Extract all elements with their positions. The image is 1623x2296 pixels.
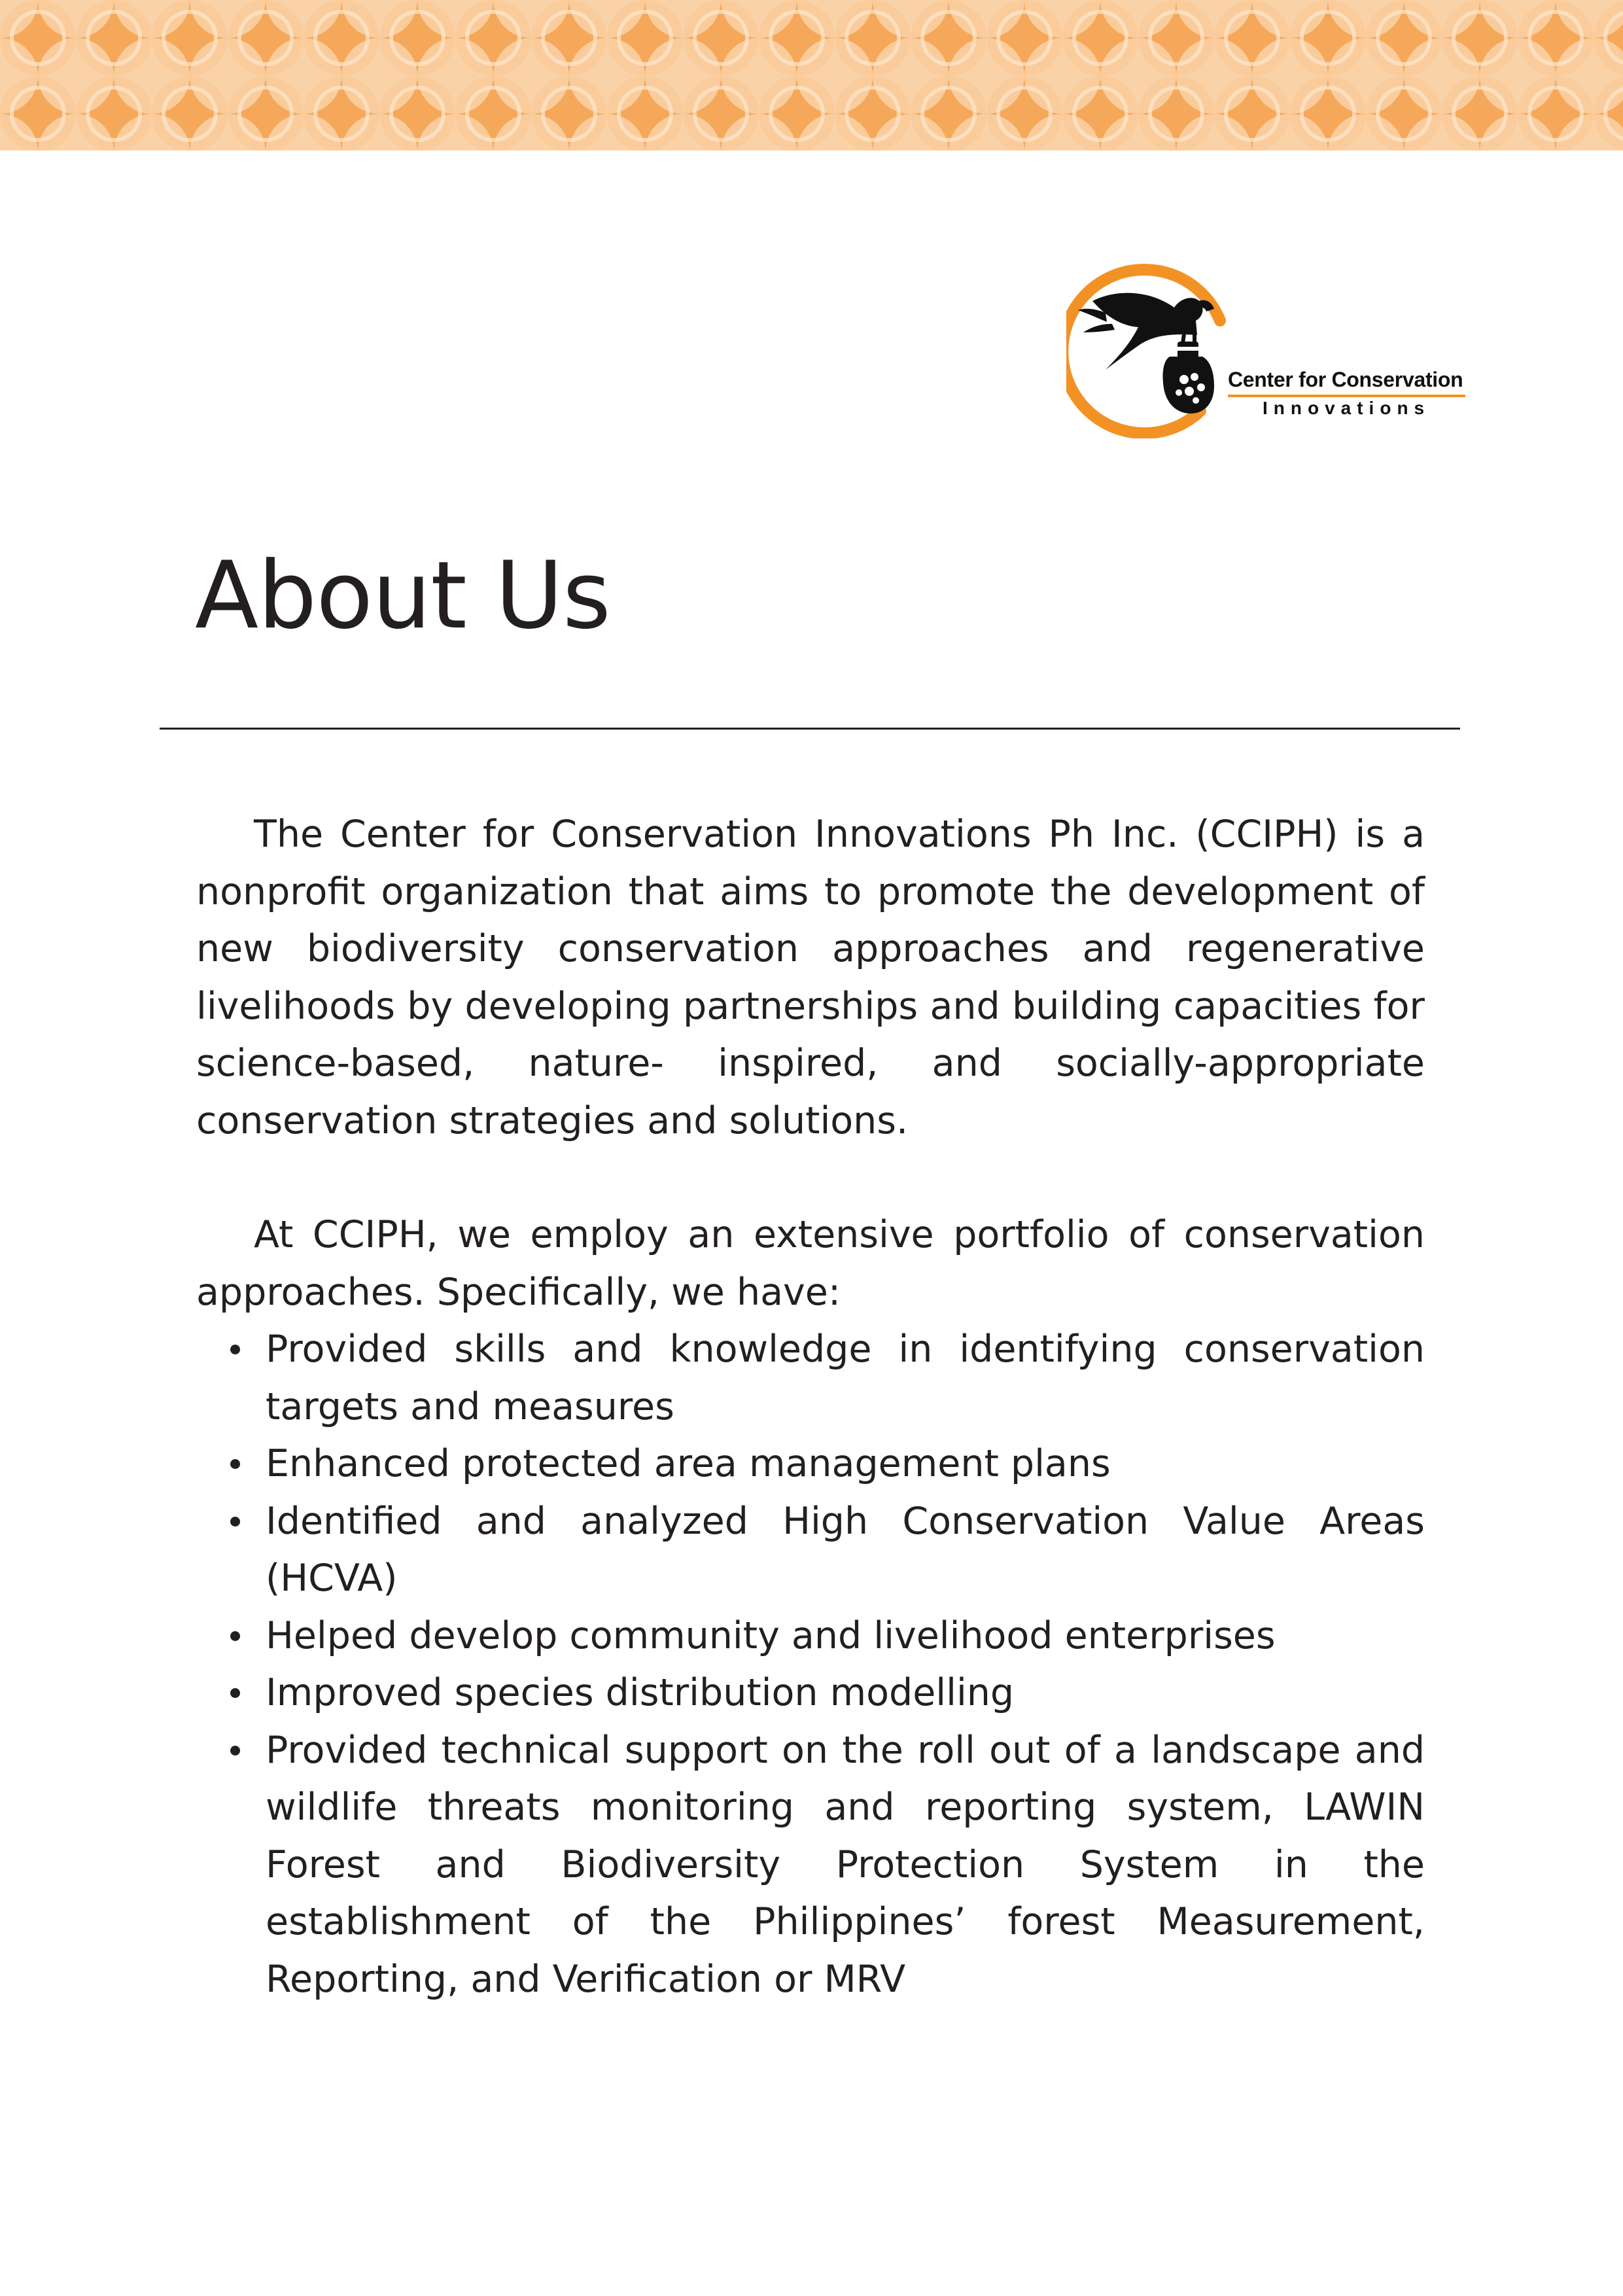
list-item-text: Enhanced protected area management plans <box>266 1442 1111 1485</box>
list-item <box>196 1493 1425 1608</box>
list-item-text: Improved species distribution modelling <box>266 1671 1015 1714</box>
decorative-banner <box>0 0 1623 150</box>
page-title: About Us <box>195 542 610 650</box>
heading-divider <box>160 728 1460 730</box>
logo-subtitle: Innovations <box>1263 398 1431 418</box>
bullet-icon <box>230 1517 240 1527</box>
organization-logo <box>1066 262 1472 445</box>
list-item <box>196 1608 1425 1665</box>
logo-title: Center for Conservation <box>1228 368 1463 391</box>
list-item-text: Identified and analyzed High Conservation Value Areas (HCVA) <box>266 1499 1425 1600</box>
intro-paragraph: The Center for Conservation Innovations Ph Inc. (CCIPH) is a nonprofit organization that aims to promote the development of new biodiversity conservation approaches and regenerative livelihoods by developing partnerships and building capacities for science-based, nature- inspired, and socially-appropriate conservation strategies and solutions. <box>196 813 1425 1142</box>
bullet-icon <box>230 1345 240 1354</box>
about-content <box>196 806 1425 2008</box>
list-item <box>196 1436 1425 1493</box>
logo-divider <box>1228 395 1465 397</box>
portfolio-paragraph: At CCIPH, we employ an extensive portfolio of conservation approaches. Specifically, we have: <box>196 1213 1425 1314</box>
bullet-icon <box>230 1746 240 1756</box>
list-item-text: Provided technical support on the roll out of a landscape and wildlife threats monitoring and reporting system, LAWIN Forest and Biodiversity Protection System in the establishment of the Philippines’ forest Measurement, Reporting, and Verification or MRV <box>266 1728 1425 2001</box>
bullet-icon <box>230 1688 240 1698</box>
list-item-text: Provided skills and knowledge in identifying conservation targets and measures <box>266 1328 1425 1428</box>
list-item <box>196 1665 1425 1722</box>
list-item-text: Helped develop community and livelihood enterprises <box>266 1614 1276 1657</box>
bullet-icon <box>230 1631 240 1641</box>
list-item <box>196 1722 1425 2009</box>
hornbill-jar-icon <box>1066 262 1243 438</box>
bullet-icon <box>230 1459 240 1469</box>
achievements-list <box>196 1321 1425 2008</box>
list-item <box>196 1321 1425 1436</box>
